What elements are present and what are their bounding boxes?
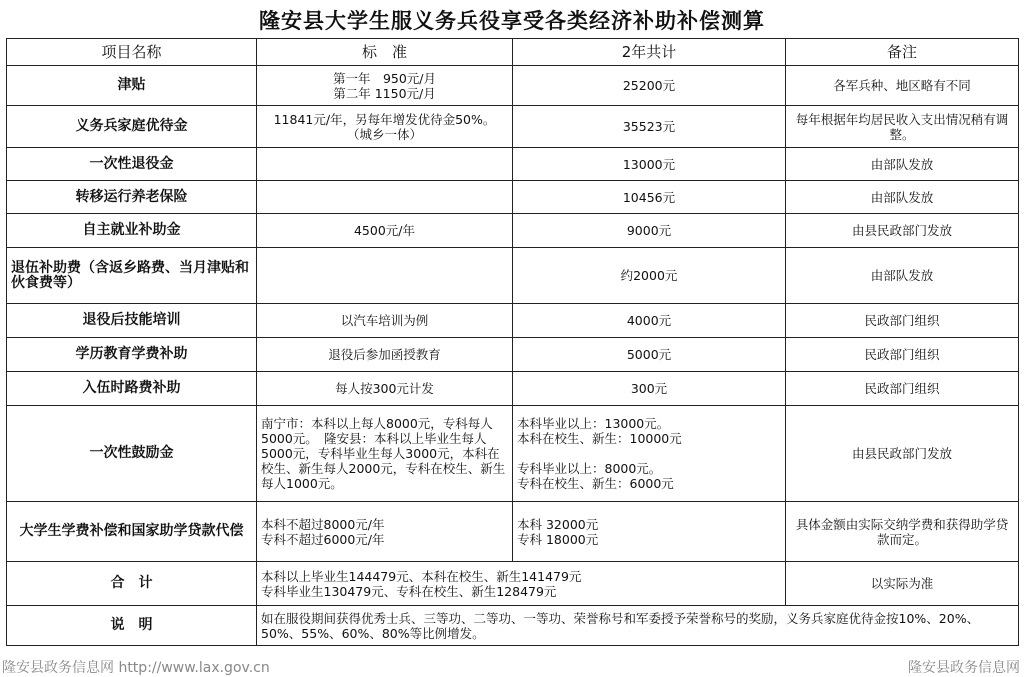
- row-total: 10456元: [513, 181, 786, 214]
- row-name: 学历教育学费补助: [7, 338, 257, 372]
- row-total: 本科毕业以上：13000元。 本科在校生、新生：10000元 专科毕业以上：8000元。 专科在校生、新生：6000元: [513, 406, 786, 502]
- row-standard: 11841元/年，另每年增发优待金50%。 （城乡一体）: [257, 106, 513, 148]
- table-row: [7, 372, 1019, 406]
- page-title: 隆安县大学生服义务兵役享受各类经济补助补偿测算: [259, 9, 765, 33]
- row-note: 由部队发放: [786, 248, 1019, 304]
- table-row: [7, 106, 1019, 148]
- row-standard: 退役后参加函授教育: [257, 338, 513, 372]
- row-note: 民政部门组织: [786, 338, 1019, 372]
- row-standard: [257, 248, 513, 304]
- row-note: 由县民政部门发放: [786, 406, 1019, 502]
- table-row: [7, 248, 1019, 304]
- row-name: 入伍时路费补助: [7, 372, 257, 406]
- table-row: [7, 214, 1019, 248]
- row-standard: 本科不超过8000元/年 专科不超过6000元/年: [257, 502, 513, 562]
- table-row: [7, 406, 1019, 502]
- row-name: 一次性退役金: [7, 148, 257, 181]
- table-row: [7, 338, 1019, 372]
- row-note: 具体金额由实际交纳学费和获得助学贷款而定。: [786, 502, 1019, 562]
- table-row: [7, 502, 1019, 562]
- compensation-table: [6, 38, 1019, 646]
- header-item-name: 项目名称: [7, 39, 257, 66]
- note-value: 如在服役期间获得优秀士兵、三等功、二等功、一等功、荣誉称号和军委授予荣誉称号的奖励，义务兵家庭优待金按10%、20%、50%、55%、60%、80%等比例增发。: [257, 606, 1019, 646]
- sum-note: 以实际为准: [786, 562, 1019, 606]
- header-note: 备注: [786, 39, 1019, 66]
- sum-label: 合 计: [7, 562, 257, 606]
- table-header-row: [7, 39, 1019, 66]
- watermark-right: 隆安县政务信息网: [908, 657, 1020, 677]
- table-row: [7, 304, 1019, 338]
- row-name: 义务兵家庭优待金: [7, 106, 257, 148]
- row-note: 各军兵种、地区略有不同: [786, 66, 1019, 106]
- row-name: 津贴: [7, 66, 257, 106]
- row-total: 25200元: [513, 66, 786, 106]
- row-standard: 每人按300元计发: [257, 372, 513, 406]
- row-note: 由县民政部门发放: [786, 214, 1019, 248]
- watermark-left: 隆安县政务信息网 http://www.lax.gov.cn: [2, 657, 270, 677]
- row-note: 由部队发放: [786, 181, 1019, 214]
- row-note: 每年根据年均居民收入支出情况稍有调整。: [786, 106, 1019, 148]
- table-row: [7, 181, 1019, 214]
- row-name: 一次性鼓励金: [7, 406, 257, 502]
- row-note: 民政部门组织: [786, 372, 1019, 406]
- table-row: [7, 66, 1019, 106]
- row-total: 300元: [513, 372, 786, 406]
- table-row: [7, 148, 1019, 181]
- row-total: 9000元: [513, 214, 786, 248]
- row-standard: [257, 181, 513, 214]
- note-row: [7, 606, 1019, 646]
- row-name: 转移运行养老保险: [7, 181, 257, 214]
- row-total: 5000元: [513, 338, 786, 372]
- row-name: 退役后技能培训: [7, 304, 257, 338]
- row-total: 本科 32000元 专科 18000元: [513, 502, 786, 562]
- row-note: 民政部门组织: [786, 304, 1019, 338]
- sum-value: 本科以上毕业生144479元、本科在校生、新生141479元 专科毕业生130479元、专科在校生、新生128479元: [257, 562, 786, 606]
- sum-row: [7, 562, 1019, 606]
- header-total: 2年共计: [513, 39, 786, 66]
- row-standard: 以汽车培训为例: [257, 304, 513, 338]
- row-total: 13000元: [513, 148, 786, 181]
- row-standard: 第一年 950元/月 第二年 1150元/月: [257, 66, 513, 106]
- row-note: 由部队发放: [786, 148, 1019, 181]
- row-name: 退伍补助费（含返乡路费、当月津贴和伙食费等）: [7, 248, 257, 304]
- row-standard: 4500元/年: [257, 214, 513, 248]
- row-standard: 南宁市：本科以上每人8000元，专科每人5000元。 隆安县：本科以上毕业生每人5000元，专科毕业生每人3000元，本科在校生、新生每人2000元，专科在校生、新生每人1000元。: [257, 406, 513, 502]
- row-standard: [257, 148, 513, 181]
- row-total: 35523元: [513, 106, 786, 148]
- row-name: 大学生学费补偿和国家助学贷款代偿: [7, 502, 257, 562]
- row-name: 自主就业补助金: [7, 214, 257, 248]
- row-total: 约2000元: [513, 248, 786, 304]
- row-total: 4000元: [513, 304, 786, 338]
- header-standard: 标 准: [257, 39, 513, 66]
- note-label: 说 明: [7, 606, 257, 646]
